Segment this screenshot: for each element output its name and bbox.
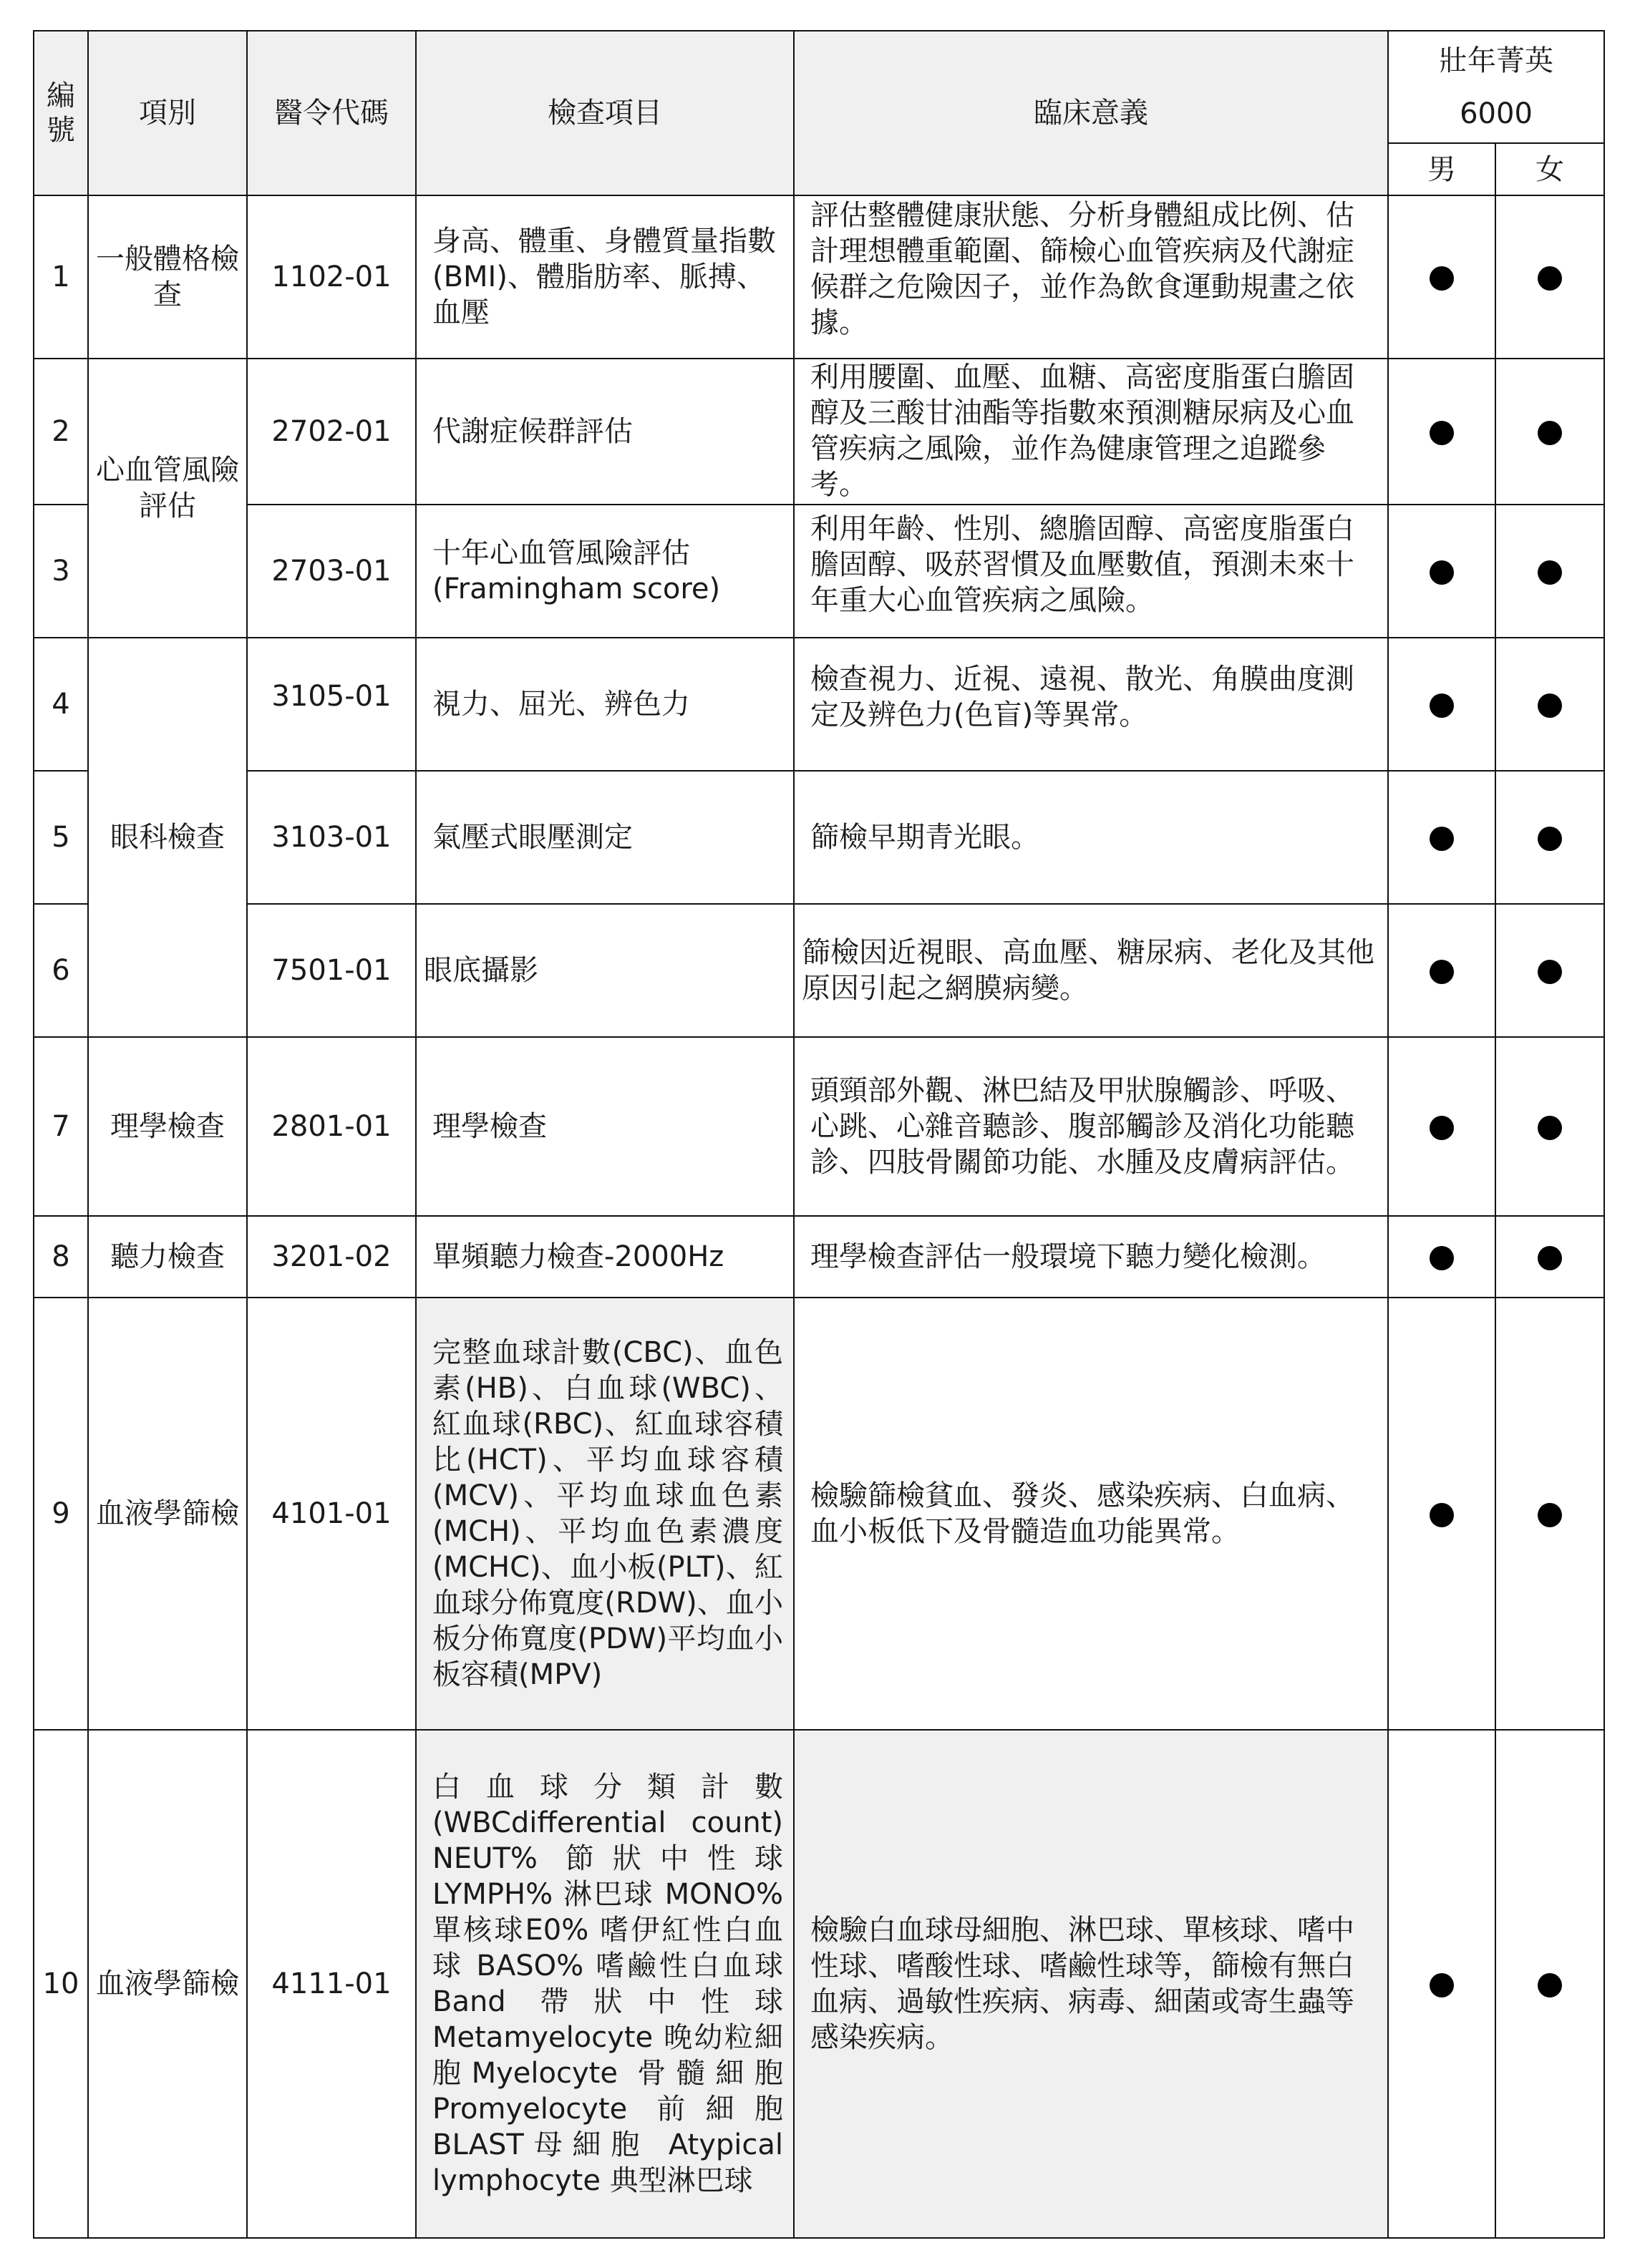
table-row (34, 195, 1604, 359)
header-code: 醫令代碼 (247, 31, 416, 195)
row-category: 理學檢查 (88, 1037, 247, 1216)
male-mark (1388, 1037, 1495, 1216)
package-price: 6000 (1460, 97, 1533, 130)
male-mark (1388, 359, 1495, 505)
row-item: 身高、體重、身體質量指數(BMI)、體脂肪率、脈搏、血壓 (416, 195, 794, 359)
male-mark (1388, 638, 1495, 771)
female-mark (1495, 771, 1604, 904)
row-category: 心血管風險評估 (88, 359, 247, 638)
row-code: 3201-02 (247, 1216, 416, 1298)
header-male: 男 (1388, 143, 1495, 195)
female-mark (1495, 195, 1604, 359)
filled-dot-icon (1538, 960, 1562, 984)
row-meaning: 檢驗白血球母細胞、淋巴球、單核球、嗜中性球、嗜酸性球、嗜鹼性球等，篩檢有無白血病、過敏性疾病、病毒、細菌或寄生蟲等感染疾病。 (794, 1730, 1388, 2238)
row-meaning: 利用年齡、性別、總膽固醇、高密度脂蛋白膽固醇、吸菸習慣及血壓數值，預測未來十年重大心血管疾病之風險。 (794, 505, 1388, 638)
row-item: 眼底攝影 (416, 904, 794, 1037)
filled-dot-icon (1430, 421, 1454, 445)
filled-dot-icon (1430, 1973, 1454, 1997)
female-mark (1495, 1298, 1604, 1730)
row-category: 血液學篩檢 (88, 1298, 247, 1730)
row-item: 視力、屈光、辨色力 (416, 638, 794, 771)
row-number: 4 (34, 638, 88, 771)
row-number: 2 (34, 359, 88, 505)
row-meaning: 評估整體健康狀態、分析身體組成比例、估計理想體重範圍、篩檢心血管疾病及代謝症候群之危險因子，並作為飲食運動規畫之依據。 (794, 195, 1388, 359)
filled-dot-icon (1538, 1503, 1562, 1527)
filled-dot-icon (1538, 421, 1562, 445)
row-meaning: 篩檢早期青光眼。 (794, 771, 1388, 904)
filled-dot-icon (1430, 560, 1454, 585)
row-code: 2801-01 (247, 1037, 416, 1216)
header-item: 檢查項目 (416, 31, 794, 195)
row-number: 1 (34, 195, 88, 359)
row-code: 2702-01 (247, 359, 416, 505)
exam-table (33, 30, 1605, 2239)
row-code: 4101-01 (247, 1298, 416, 1730)
row-item: 氣壓式眼壓測定 (416, 771, 794, 904)
table-row (34, 1298, 1604, 1730)
row-number: 7 (34, 1037, 88, 1216)
female-mark (1495, 505, 1604, 638)
row-category: 聽力檢查 (88, 1216, 247, 1298)
row-code: 3105-01 (247, 638, 416, 771)
filled-dot-icon (1430, 827, 1454, 851)
row-category: 血液學篩檢 (88, 1730, 247, 2238)
filled-dot-icon (1538, 1973, 1562, 1997)
table-row (34, 904, 1604, 1037)
header-category: 項別 (88, 31, 247, 195)
header-package (1388, 31, 1604, 143)
filled-dot-icon (1538, 266, 1562, 291)
filled-dot-icon (1538, 1246, 1562, 1270)
male-mark (1388, 1216, 1495, 1298)
row-number: 8 (34, 1216, 88, 1298)
row-category: 眼科檢查 (88, 638, 247, 1037)
male-mark (1388, 505, 1495, 638)
male-mark (1388, 1730, 1495, 2238)
row-code: 4111-01 (247, 1730, 416, 2238)
female-mark (1495, 638, 1604, 771)
row-meaning: 頭頸部外觀、淋巴結及甲狀腺觸診、呼吸、心跳、心雜音聽診、腹部觸診及消化功能聽診、四肢骨關節功能、水腫及皮膚病評估。 (794, 1037, 1388, 1216)
header-number: 編號 (34, 31, 88, 195)
row-code: 3103-01 (247, 771, 416, 904)
row-meaning: 理學檢查評估一般環境下聽力變化檢測。 (794, 1216, 1388, 1298)
row-meaning: 篩檢因近視眼、高血壓、糖尿病、老化及其他原因引起之網膜病變。 (794, 904, 1388, 1037)
row-number: 9 (34, 1298, 88, 1730)
filled-dot-icon (1538, 1116, 1562, 1140)
filled-dot-icon (1430, 266, 1454, 291)
row-item: 單頻聽力檢查-2000Hz (416, 1216, 794, 1298)
male-mark (1388, 1298, 1495, 1730)
filled-dot-icon (1430, 693, 1454, 718)
table-row (34, 638, 1604, 771)
table-row (34, 771, 1604, 904)
table-row (34, 1730, 1604, 2238)
filled-dot-icon (1430, 1246, 1454, 1270)
table-row (34, 359, 1604, 505)
row-item: 十年心血管風險評估(Framingham score) (416, 505, 794, 638)
package-name: 壯年菁英 (1439, 44, 1553, 77)
filled-dot-icon (1538, 693, 1562, 718)
male-mark (1388, 195, 1495, 359)
filled-dot-icon (1430, 1503, 1454, 1527)
female-mark (1495, 359, 1604, 505)
table-row (34, 1037, 1604, 1216)
row-item: 白血球分類計數(WBCdifferential count) NEUT% 節狀中性球 LYMPH% 淋巴球 MONO% 單核球E0% 嗜伊紅性白血球 BASO% 嗜鹼性白血球 Band 帶狀中性球 Metamyelocyte 晚幼粒細胞Myelocyte 骨髓細胞 Promyelocyte 前細胞 BLAST母細胞 Atypical lymphocyte 典型淋巴球 (416, 1730, 794, 2238)
row-number: 5 (34, 771, 88, 904)
row-number: 3 (34, 505, 88, 638)
filled-dot-icon (1430, 960, 1454, 984)
row-code: 7501-01 (247, 904, 416, 1037)
row-number: 10 (34, 1730, 88, 2238)
row-category: 一般體格檢查 (88, 195, 247, 359)
male-mark (1388, 904, 1495, 1037)
filled-dot-icon (1538, 827, 1562, 851)
header-female: 女 (1495, 143, 1604, 195)
row-meaning: 利用腰圍、血壓、血糖、高密度脂蛋白膽固醇及三酸甘油酯等指數來預測糖尿病及心血管疾病之風險，並作為健康管理之追蹤參 考。 (794, 359, 1388, 505)
row-code: 1102-01 (247, 195, 416, 359)
filled-dot-icon (1538, 560, 1562, 585)
filled-dot-icon (1430, 1116, 1454, 1140)
table-row (34, 505, 1604, 638)
row-item: 完整血球計數(CBC)、血色素(HB)、白血球(WBC)、紅血球(RBC)、紅血球容積比(HCT)、平均血球容積(MCV)、平均血球血色素(MCH)、平均血色素濃度(MCHC)、血小板(PLT)、紅血球分佈寬度(RDW)、血小板分佈寬度(PDW)平均血小板容積(MPV) (416, 1298, 794, 1730)
female-mark (1495, 1730, 1604, 2238)
row-code: 2703-01 (247, 505, 416, 638)
row-item: 代謝症候群評估 (416, 359, 794, 505)
row-item: 理學檢查 (416, 1037, 794, 1216)
table-row (34, 1216, 1604, 1298)
male-mark (1388, 771, 1495, 904)
row-meaning: 檢查視力、近視、遠視、散光、角膜曲度測定及辨色力(色盲)等異常。 (794, 638, 1388, 771)
female-mark (1495, 1037, 1604, 1216)
header-meaning: 臨床意義 (794, 31, 1388, 195)
female-mark (1495, 904, 1604, 1037)
row-number: 6 (34, 904, 88, 1037)
female-mark (1495, 1216, 1604, 1298)
row-meaning: 檢驗篩檢貧血、發炎、感染疾病、白血病、血小板低下及骨髓造血功能異常。 (794, 1298, 1388, 1730)
